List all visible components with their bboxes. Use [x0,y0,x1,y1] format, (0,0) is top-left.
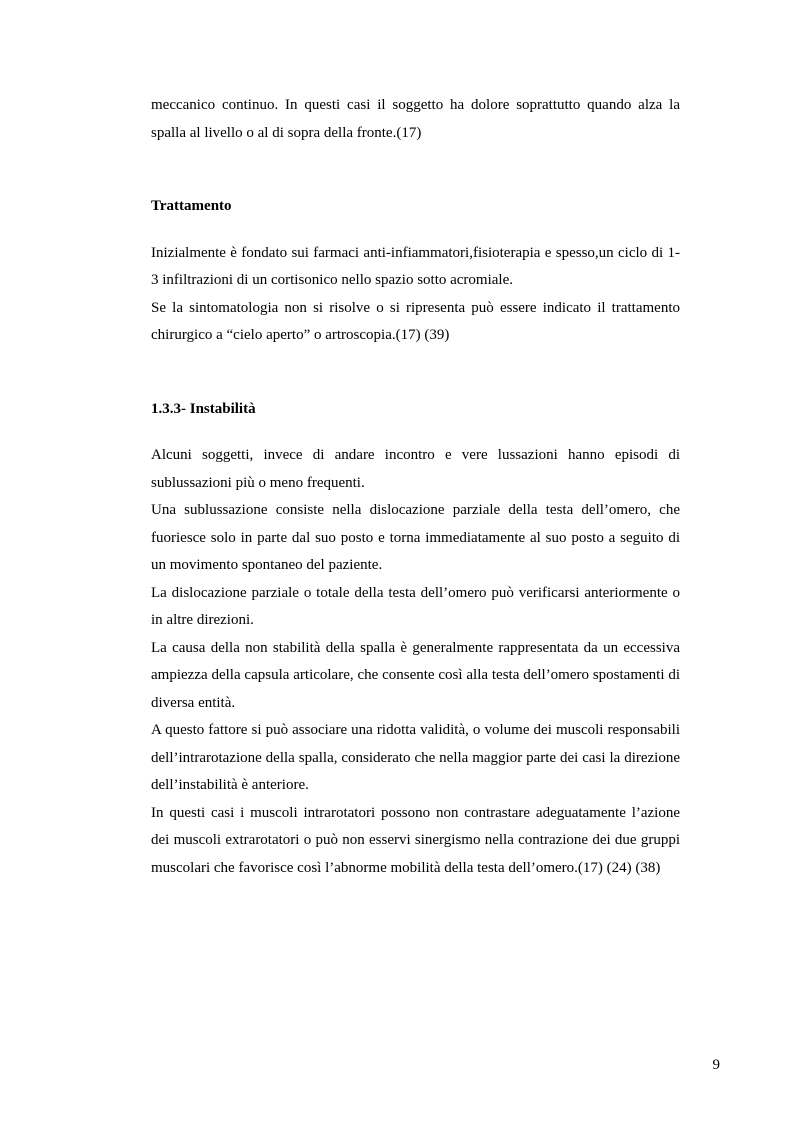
page-body [151,92,680,882]
instabilita-paragraph-3: La dislocazione parziale o totale della testa dell’omero può verificarsi anteriormente o in altre direzioni. [151,584,680,628]
instabilita-paragraph-4: La causa della non stabilità della spalla è generalmente rappresentata da un eccessiva ampiezza della capsula articolare, che consente così alla testa dell’omero spostamenti di diversa entità. [151,639,680,711]
intro-line-1: meccanico continuo. In questi casi il soggetto ha dolore soprattutto quando alza la [151,97,680,113]
instabilita-paragraph-1: Alcuni soggetti, invece di andare incontro e vere lussazioni hanno episodi di sublussazioni più o meno frequenti. [151,447,680,491]
trattamento-paragraph-2: Se la sintomatologia non si risolve o si ripresenta può essere indicato il trattamento chirurgico a “cielo aperto” o artroscopia.(17) (39) [151,299,680,343]
instabilita-paragraph-6: In questi casi i muscoli intrarotatori possono non contrastare adeguatamente l’azione dei muscoli extrarotatori o può non esservi sinergismo nella contrazione dei due gruppi muscolari che favorisce così l’abnorme mobilità della testa dell’omero.(17) (24) (38) [151,804,680,876]
intro-line-2: spalla al livello o al di sopra della fronte.(17) [151,124,422,141]
section-heading-instabilita: 1.3.3- Instabilità [151,400,256,417]
instabilita-paragraph-5: A questo fattore si può associare una ridotta validità, o volume dei muscoli responsabili dell’intrarotazione della spalla, considerato che nella maggior parte dei casi la direzione dell’instabilità è anteriore. [151,722,680,793]
instabilita-paragraph-2: Una sublussazione consiste nella dislocazione parziale della testa dell’omero, che fuoriesce solo in parte dal suo posto e torna immediatamente al suo posto a seguito di un movimento spontaneo del paziente. [151,502,680,573]
page-number: 9 [712,1057,720,1073]
trattamento-paragraph-1: Inizialmente è fondato sui farmaci anti-infiammatori,fisioterapia e spesso,un ciclo di 1-3 infiltrazioni di un cortisonico nello spazio sotto acromiale. [151,244,680,288]
section-heading-trattamento: Trattamento [151,198,232,214]
intro-paragraph [151,92,680,147]
